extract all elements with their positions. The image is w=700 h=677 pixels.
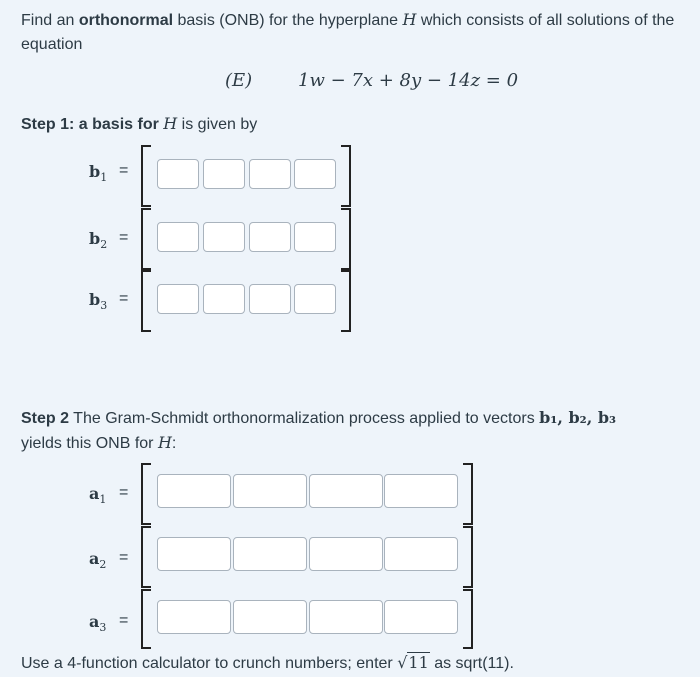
step1-heading: Step 1: a basis for H is given by xyxy=(21,114,258,133)
b2-entry-2[interactable] xyxy=(203,222,245,252)
b1-entry-1[interactable] xyxy=(157,159,199,189)
a2-entry-1[interactable] xyxy=(157,537,231,571)
step2-heading: Step 2 The Gram-Schmidt orthonormalization process applied to vectors b₁, b₂, b₃ yields this ONB for H: xyxy=(21,408,617,452)
a2-entry-4[interactable] xyxy=(384,537,458,571)
vector-label-b1: $b_1$ xyxy=(89,162,108,185)
a3-entry-3[interactable] xyxy=(309,600,383,634)
a1-entry-4[interactable] xyxy=(384,474,458,508)
right-bracket xyxy=(341,145,351,207)
orthonormal-keyword: orthonormal xyxy=(78,12,174,29)
a1-entry-1[interactable] xyxy=(157,474,231,508)
b2-entry-1[interactable] xyxy=(157,222,199,252)
b3-entry-1[interactable] xyxy=(157,284,199,314)
equals-sign: = xyxy=(119,162,129,179)
vector-label-a3: $a_3$ xyxy=(89,612,107,635)
left-bracket xyxy=(141,145,151,207)
hyperplane-equation: 1w − 7x + 8y − 14z = 0 xyxy=(298,70,519,91)
b1-entry-3[interactable] xyxy=(249,159,291,189)
b3-entry-4[interactable] xyxy=(294,284,336,314)
vector-label-a2: $a_2$ xyxy=(89,549,107,572)
b3-entry-3[interactable] xyxy=(249,284,291,314)
a2-entry-2[interactable] xyxy=(233,537,307,571)
left-bracket xyxy=(141,208,151,270)
vector-label-b2: $b_2$ xyxy=(89,229,108,252)
right-bracket xyxy=(341,270,351,332)
sqrt-expression: √11 xyxy=(397,653,429,672)
a1-entry-2[interactable] xyxy=(233,474,307,508)
b2-entry-4[interactable] xyxy=(294,222,336,252)
b2-entry-3[interactable] xyxy=(249,222,291,252)
equals-sign: = xyxy=(119,549,129,566)
a1-entry-3[interactable] xyxy=(309,474,383,508)
calculator-hint: Use a 4-function calculator to crunch numbers; enter √11 as sqrt(11). xyxy=(21,653,514,672)
b1-entry-2[interactable] xyxy=(203,159,245,189)
equals-sign: = xyxy=(119,484,129,501)
left-bracket xyxy=(141,270,151,332)
b1-entry-4[interactable] xyxy=(294,159,336,189)
right-bracket xyxy=(341,208,351,270)
a3-entry-1[interactable] xyxy=(157,600,231,634)
left-bracket xyxy=(141,589,151,649)
right-bracket xyxy=(463,526,473,588)
a3-entry-4[interactable] xyxy=(384,600,458,634)
equation-label: (E) xyxy=(225,70,253,91)
b3-entry-2[interactable] xyxy=(203,284,245,314)
problem-statement: Find an orthonormal basis (ONB) for the hyperplane H which consists of all solutions of the equation xyxy=(21,10,675,53)
equals-sign: = xyxy=(119,290,129,307)
vector-label-a1: $a_1$ xyxy=(89,484,107,507)
left-bracket xyxy=(141,463,151,525)
vector-label-b3: $b_3$ xyxy=(89,290,108,313)
a3-entry-2[interactable] xyxy=(233,600,307,634)
a2-entry-3[interactable] xyxy=(309,537,383,571)
equals-sign: = xyxy=(119,612,129,629)
equals-sign: = xyxy=(119,229,129,246)
right-bracket xyxy=(463,463,473,525)
left-bracket xyxy=(141,526,151,588)
right-bracket xyxy=(463,589,473,649)
